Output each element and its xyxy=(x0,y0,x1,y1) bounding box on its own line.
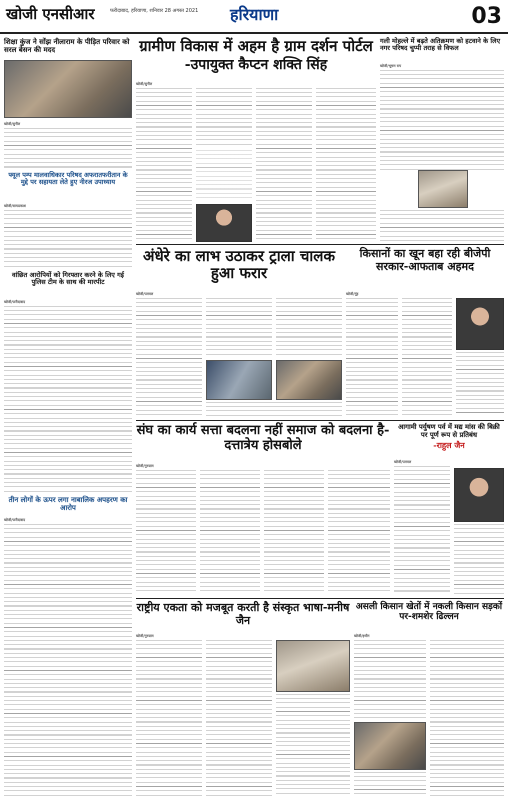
article-headline: आगामी पर्युषण पर्व में मद्य मांस की बिक्री पर पूर्ण रूप से प्रतिबंध xyxy=(398,423,500,439)
article-body-col-3 xyxy=(276,298,342,358)
article-3 xyxy=(380,38,504,243)
article-byline: खोजी/नूंह xyxy=(346,292,359,296)
article-body-col-2 xyxy=(196,88,252,148)
article-photo xyxy=(276,640,350,692)
page-number: 03 xyxy=(471,4,502,29)
divider xyxy=(136,420,504,421)
article-body-col-2 xyxy=(200,470,260,594)
article-9 xyxy=(136,424,390,594)
article-photo-2 xyxy=(276,360,342,400)
article-body-col-1 xyxy=(354,640,426,720)
article-body-col-1-end xyxy=(354,772,426,796)
official-portrait xyxy=(196,204,252,242)
article-body xyxy=(4,306,132,492)
article-body xyxy=(380,70,504,170)
article-body xyxy=(4,128,132,168)
dateline: फरीदाबाद, हरियाणा, शनिवार 28 अगस्त 2021 xyxy=(110,8,199,14)
article-5 xyxy=(136,248,342,416)
article-7 xyxy=(4,272,132,492)
article-body-col-3 xyxy=(276,694,350,796)
article-body-2 xyxy=(454,524,504,594)
article-headline: संघ का कार्य सत्ता बदलना नहीं समाज को बदलना है-दत्तात्रेय होसबोले xyxy=(136,423,390,453)
article-headline: शिक्षा कुंज ने सोंझ नीलाराम के पीड़ित परिवार को सरल बेसन की मदद xyxy=(4,37,130,55)
article-10 xyxy=(394,424,504,594)
photo-caption xyxy=(206,402,342,416)
divider xyxy=(136,244,504,245)
article-photo xyxy=(418,170,468,208)
article-byline: खोजी/सुनील xyxy=(4,122,21,126)
article-headline: असली किसान खेतों में नकली किसान सड़कों पर-शमशेर ढिल्लन xyxy=(355,602,503,623)
article-body-col-1 xyxy=(346,298,398,416)
article-photo-1 xyxy=(206,360,272,400)
article-11 xyxy=(136,602,350,796)
article-highlight: -राहुल जैन xyxy=(433,439,465,450)
section-title: हरियाणा xyxy=(230,5,279,24)
article-headline: तीन लोगों के ऊपर लगा नाबालिक अपहरण का आरोप xyxy=(8,495,128,513)
sub-body xyxy=(4,210,132,268)
article-8 xyxy=(4,496,132,796)
person-portrait xyxy=(454,468,504,522)
article-headline: ग्रामीण विकास में अहम है ग्राम दर्शन पोर्टल xyxy=(139,37,373,55)
article-body-col-2 xyxy=(206,640,272,796)
article-headline: गली मोहल्ले में बढ़ते अतिक्रमण को हटवाने के लिए नगर परिषद चुप्पी तराह से विफल xyxy=(380,37,501,53)
article-1 xyxy=(4,38,132,268)
article-body-col-1 xyxy=(136,88,192,243)
article-photo xyxy=(354,722,426,770)
article-12 xyxy=(354,602,504,796)
article-body-col-1 xyxy=(136,470,196,594)
article-byline: खोजी/पलवल xyxy=(394,460,412,464)
article-byline: खोजी/भूषण राय xyxy=(380,64,402,68)
article-byline: खोजी/फरीदाबाद xyxy=(4,300,26,304)
article-headline: किसानों का खून बहा रही बीजेपी सरकार-आफताब अहमद xyxy=(359,247,491,273)
article-body-col-2 xyxy=(402,298,452,416)
article-body-continued xyxy=(380,210,504,243)
article-pullquote xyxy=(196,150,252,200)
sub-headline: फ्यूल पम्प मालवाधिकार परिषद अफरातफरीतान के मुद्दे पर सहायता लेते हुए नीरज उपाध्याय xyxy=(8,171,128,187)
article-byline: खोजी/पलवल xyxy=(136,292,154,296)
article-byline: खोजी/फरीदाबाद xyxy=(4,518,26,522)
article-body-col-1 xyxy=(136,298,202,416)
article-headline: वांछित आरोपियों को गिरफ्तार करने के लिए गई पुलिस टीम के साथ की मारपीट xyxy=(12,271,124,287)
sub-byline: खोजी/सत्यप्रकाश xyxy=(4,204,26,208)
article-byline: खोजी/हथीन xyxy=(354,634,370,638)
article-photo xyxy=(4,60,132,118)
article-2 xyxy=(136,38,376,243)
article-byline: खोजी/गुरुग्राम xyxy=(136,464,154,468)
article-6 xyxy=(346,248,504,416)
newspaper-logo: खोजी एनसीआर xyxy=(6,5,95,23)
article-body-col-4 xyxy=(328,470,390,594)
article-body-col-2 xyxy=(430,640,504,796)
article-byline: खोजी/गुरुग्राम xyxy=(136,634,154,638)
masthead xyxy=(0,0,508,34)
article-body-col-3 xyxy=(264,470,324,594)
article-subheadline: -उपायुक्त कैप्टन शक्ति सिंह xyxy=(184,57,328,74)
politician-portrait xyxy=(456,298,504,350)
article-headline: अंधेरे का लाभ उठाकर ट्राला चालक हुआ फरार xyxy=(142,247,335,283)
article-body xyxy=(394,466,450,594)
divider xyxy=(136,598,504,599)
article-body-col-2 xyxy=(206,298,272,358)
article-body-col-1 xyxy=(136,640,202,796)
article-body-col-3 xyxy=(456,352,504,416)
article-headline: राष्ट्रीय एकता को मजबूत करती है संस्कृत भाषा-मनीष जैन xyxy=(136,601,350,627)
article-body-col-3 xyxy=(256,88,312,243)
article-body-col-4 xyxy=(316,88,376,243)
article-body xyxy=(4,524,132,796)
article-byline: खोजी/सुनील xyxy=(136,82,153,86)
